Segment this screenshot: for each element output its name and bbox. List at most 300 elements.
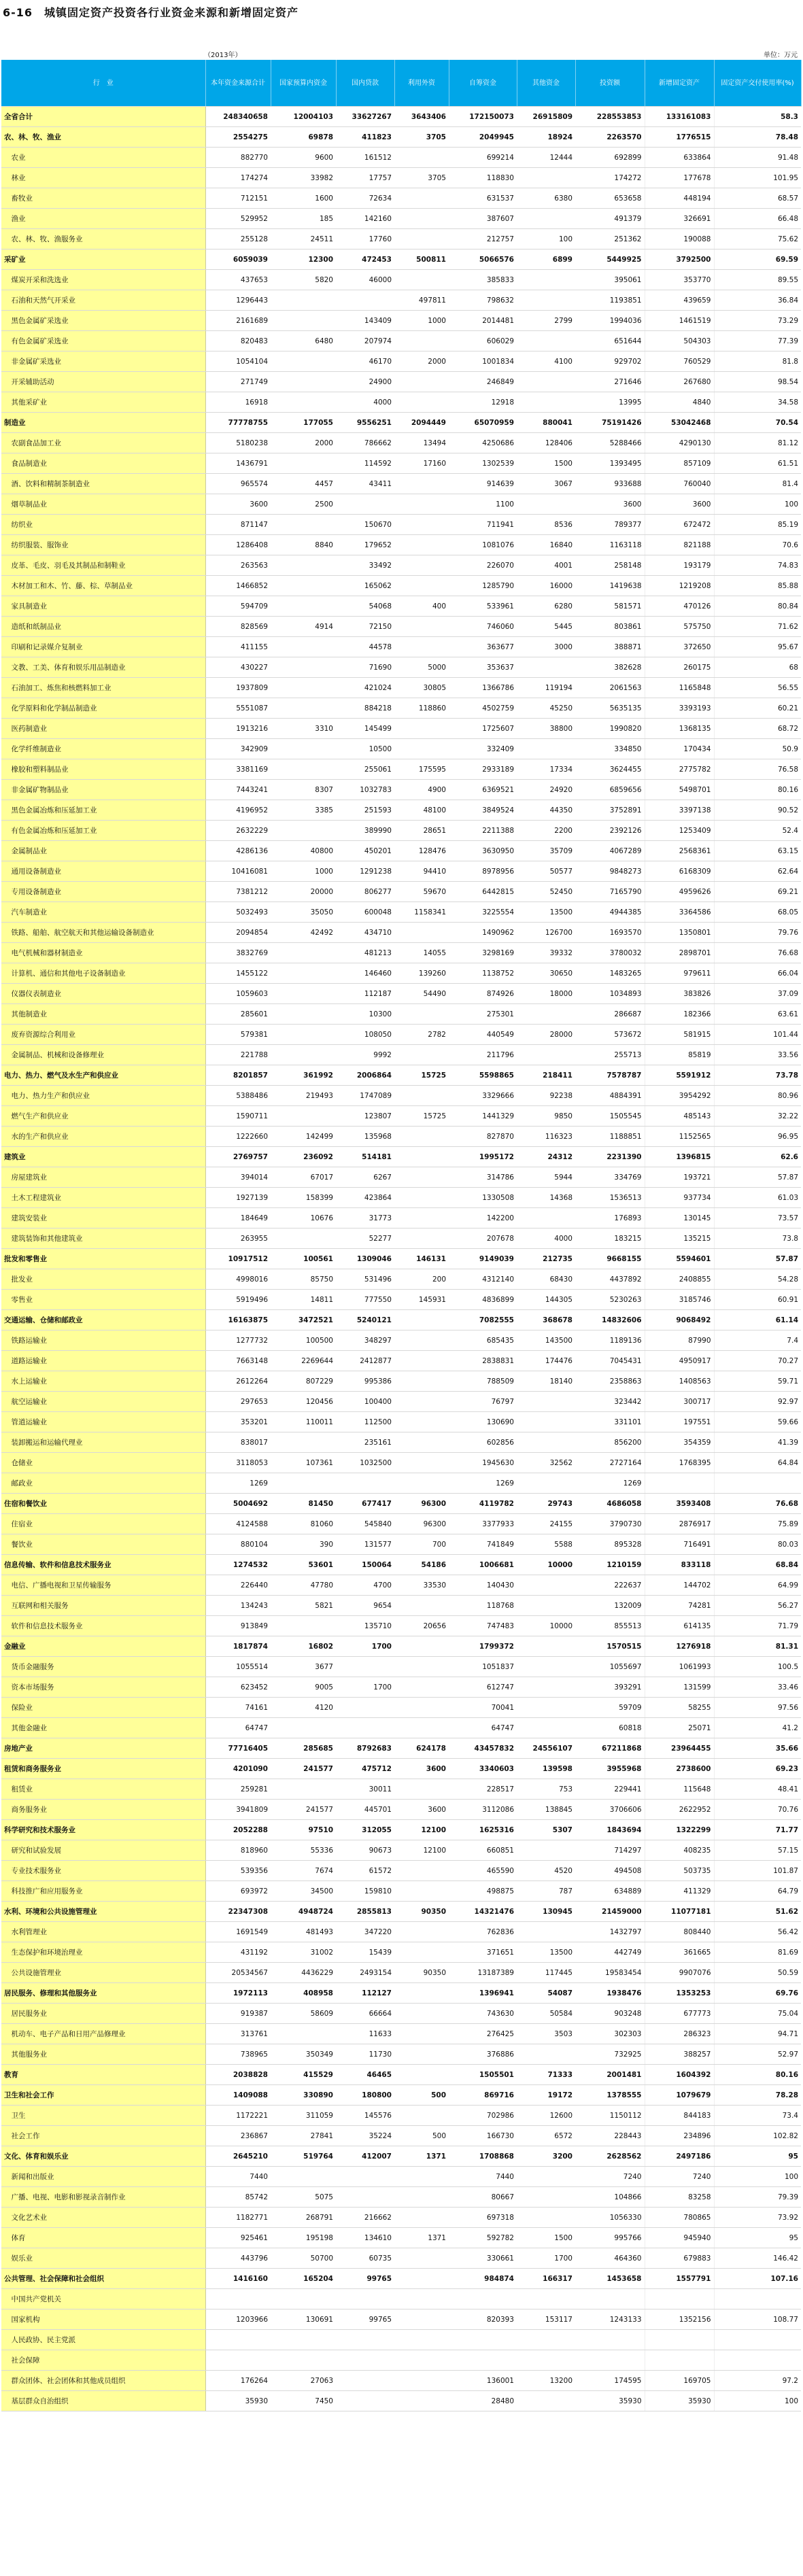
table-row [1, 1596, 801, 1616]
row-cell-value: 4250686 [449, 433, 517, 453]
row-industry-name: 木材加工和木、竹、藤、棕、草制品业 [1, 576, 205, 596]
row-cell-value: 1408563 [645, 1371, 714, 1392]
row-cell-value: 26915809 [517, 107, 575, 127]
row-cell-value [271, 351, 336, 372]
row-cell-value: 8536 [517, 515, 575, 535]
row-cell-value: 388871 [575, 637, 645, 657]
table-row [1, 1779, 801, 1800]
row-cell-value: 3225554 [449, 902, 517, 923]
row-cell-value: 4124588 [205, 1514, 271, 1534]
row-cell-value: 4120 [271, 1698, 336, 1718]
row-cell-value: 25071 [645, 1718, 714, 1738]
row-cell-value [271, 821, 336, 841]
row-cell-value: 1274532 [205, 1555, 271, 1575]
table-row [1, 719, 801, 739]
row-cell-value: 248340658 [205, 107, 271, 127]
row-cell-value: 11077181 [645, 1902, 714, 1922]
row-cell-value: 2497186 [645, 2146, 714, 2167]
row-cell-value: 382628 [575, 657, 645, 678]
row-cell-value: 9850 [517, 1106, 575, 1127]
row-cell-value: 14321476 [449, 1902, 517, 1922]
row-cell-value: 144305 [517, 1290, 575, 1310]
row-cell-value [394, 1412, 449, 1432]
row-cell-value: 1285790 [449, 576, 517, 596]
row-cell-value [394, 1392, 449, 1412]
row-cell-value: 3790730 [575, 1514, 645, 1534]
row-cell-value: 747483 [449, 1616, 517, 1636]
row-cell-value: 2000 [394, 351, 449, 372]
row-cell-value: 61.51 [714, 453, 801, 474]
row-cell-value: 9668155 [575, 1249, 645, 1269]
row-cell-value: 2628562 [575, 2146, 645, 2167]
row-cell-value: 218411 [517, 1065, 575, 1086]
row-cell-value [394, 719, 449, 739]
table-row [1, 1861, 801, 1881]
row-cell-value: 738965 [205, 2044, 271, 2065]
row-cell-value [394, 2167, 449, 2187]
row-cell-value: 9600 [271, 148, 336, 168]
row-industry-name: 文化、体育和娱乐业 [1, 2146, 205, 2167]
row-cell-value: 259281 [205, 1779, 271, 1800]
row-industry-name: 装卸搬运和运输代理业 [1, 1432, 205, 1453]
table-row [1, 290, 801, 311]
row-cell-value [394, 923, 449, 943]
row-cell-value: 302303 [575, 2024, 645, 2044]
row-cell-value: 62.6 [714, 1147, 801, 1167]
row-cell-value: 3377933 [449, 1514, 517, 1534]
row-cell-value [517, 1004, 575, 1025]
row-cell-value [517, 739, 575, 759]
row-cell-value: 1032783 [336, 780, 394, 800]
row-cell-value: 2038828 [205, 2065, 271, 2085]
row-cell-value: 787 [517, 1881, 575, 1902]
row-cell-value [336, 1657, 394, 1677]
table-row [1, 1759, 801, 1779]
row-cell-value: 1371 [394, 2146, 449, 2167]
row-cell-value: 1322299 [645, 1820, 714, 1840]
row-cell-value [271, 1718, 336, 1738]
table-row [1, 1840, 801, 1861]
row-cell-value: 2231390 [575, 1147, 645, 1167]
row-cell-value: 995766 [575, 2228, 645, 2248]
row-cell-value: 995386 [336, 1371, 394, 1392]
row-cell-value: 818960 [205, 1840, 271, 1861]
row-cell-value: 2408855 [645, 1269, 714, 1290]
row-cell-value: 24900 [336, 372, 394, 392]
row-cell-value: 14811 [271, 1290, 336, 1310]
row-cell-value: 128476 [394, 841, 449, 861]
row-cell-value: 2645210 [205, 2146, 271, 2167]
row-cell-value: 34500 [271, 1881, 336, 1902]
table-row [1, 861, 801, 882]
row-cell-value: 166730 [449, 2126, 517, 2146]
table-row [1, 2309, 801, 2330]
row-cell-value: 236867 [205, 2126, 271, 2146]
row-industry-name: 住宿业 [1, 1514, 205, 1534]
row-cell-value: 80.16 [714, 2065, 801, 2085]
row-cell-value: 101.44 [714, 1025, 801, 1045]
row-cell-value: 2855813 [336, 1902, 394, 1922]
row-cell-value: 9005 [271, 1677, 336, 1698]
row-cell-value: 12100 [394, 1820, 449, 1840]
row-cell-value: 142160 [336, 209, 394, 229]
row-industry-name: 社会保障 [1, 2350, 205, 2371]
table-row [1, 1249, 801, 1269]
row-cell-value: 807229 [271, 1371, 336, 1392]
row-cell-value: 3955968 [575, 1759, 645, 1779]
row-cell-value: 1203966 [205, 2309, 271, 2330]
table-row [1, 2208, 801, 2228]
table-row [1, 943, 801, 963]
row-cell-value [394, 229, 449, 250]
row-cell-value: 81450 [271, 1494, 336, 1514]
row-industry-name: 采矿业 [1, 250, 205, 270]
row-cell-value: 64.84 [714, 1453, 801, 1473]
row-industry-name: 化学原料和化学制品制造业 [1, 698, 205, 719]
row-cell-value: 1219208 [645, 576, 714, 596]
row-cell-value [271, 1229, 336, 1249]
row-cell-value: 59670 [394, 882, 449, 902]
row-cell-value: 200 [394, 1269, 449, 1290]
row-cell-value: 9848273 [575, 861, 645, 882]
row-cell-value: 71.62 [714, 617, 801, 637]
row-industry-name: 全省合计 [1, 107, 205, 127]
row-cell-value: 276425 [449, 2024, 517, 2044]
row-industry-name: 烟草制品业 [1, 494, 205, 515]
table-row [1, 229, 801, 250]
unit-label: 单位：万元 [764, 52, 798, 59]
row-cell-value [336, 2330, 394, 2350]
row-cell-value: 5288466 [575, 433, 645, 453]
row-cell-value: 13500 [517, 1942, 575, 1963]
row-cell-value: 323442 [575, 1392, 645, 1412]
row-cell-value: 12600 [517, 2106, 575, 2126]
table-row [1, 1902, 801, 1922]
row-cell-value: 228443 [575, 2126, 645, 2146]
row-cell-value: 1557791 [645, 2269, 714, 2289]
row-cell-value: 984874 [449, 2269, 517, 2289]
row-cell-value [271, 311, 336, 331]
row-cell-value: 421024 [336, 678, 394, 698]
row-cell-value: 838017 [205, 1432, 271, 1453]
row-cell-value: 211796 [449, 1045, 517, 1065]
row-cell-value: 33492 [336, 555, 394, 576]
row-cell-value: 431192 [205, 1942, 271, 1963]
row-industry-name: 交通运输、仓储和邮政业 [1, 1310, 205, 1330]
row-cell-value: 54490 [394, 984, 449, 1004]
row-cell-value: 4948724 [271, 1902, 336, 1922]
row-cell-value [517, 1677, 575, 1698]
row-cell-value: 140430 [449, 1575, 517, 1596]
row-cell-value [394, 1718, 449, 1738]
row-cell-value [714, 2350, 801, 2371]
row-cell-value [449, 2350, 517, 2371]
table-row [1, 311, 801, 331]
row-industry-name: 文化艺术业 [1, 2208, 205, 2228]
row-cell-value: 4686058 [575, 1494, 645, 1514]
table-row [1, 963, 801, 984]
row-cell-value: 869716 [449, 2085, 517, 2106]
row-cell-value: 234896 [645, 2126, 714, 2146]
row-cell-value: 226440 [205, 1575, 271, 1596]
row-cell-value: 788509 [449, 1371, 517, 1392]
row-cell-value: 69878 [271, 127, 336, 148]
row-cell-value: 2898701 [645, 943, 714, 963]
row-cell-value: 271749 [205, 372, 271, 392]
row-cell-value: 856200 [575, 1432, 645, 1453]
table-row [1, 188, 801, 209]
table-row [1, 1392, 801, 1412]
row-cell-value: 1972113 [205, 1983, 271, 2004]
table-row [1, 1963, 801, 1983]
row-cell-value: 6859656 [575, 780, 645, 800]
row-cell-value: 828569 [205, 617, 271, 637]
row-cell-value: 933688 [575, 474, 645, 494]
row-cell-value: 450201 [336, 841, 394, 861]
header-row [1, 60, 801, 107]
row-industry-name: 食品制造业 [1, 453, 205, 474]
row-cell-value: 1436791 [205, 453, 271, 474]
row-cell-value: 24312 [517, 1147, 575, 1167]
table-row [1, 494, 801, 515]
row-cell-value [394, 2350, 449, 2371]
row-industry-name: 科学研究和技术服务业 [1, 1820, 205, 1840]
row-cell-value: 481493 [271, 1922, 336, 1942]
table-row [1, 331, 801, 351]
row-industry-name: 房地产业 [1, 1738, 205, 1759]
row-cell-value: 54186 [394, 1555, 449, 1575]
row-cell-value: 16840 [517, 535, 575, 555]
row-cell-value: 112187 [336, 984, 394, 1004]
row-cell-value: 53601 [271, 1555, 336, 1575]
row-cell-value: 78.28 [714, 2085, 801, 2106]
table-row [1, 657, 801, 678]
row-cell-value: 2263570 [575, 127, 645, 148]
row-cell-value: 821188 [645, 535, 714, 555]
row-cell-value: 76.58 [714, 759, 801, 780]
table-row [1, 1147, 801, 1167]
row-cell-value: 1269 [205, 1473, 271, 1494]
table-row [1, 637, 801, 657]
row-cell-value: 13995 [575, 392, 645, 413]
row-cell-value: 354359 [645, 1432, 714, 1453]
col-header-state-budget: 国家预算内资金 [271, 60, 336, 107]
row-industry-name: 房屋建筑业 [1, 1167, 205, 1188]
row-cell-value: 101.95 [714, 168, 801, 188]
row-cell-value: 445701 [336, 1800, 394, 1820]
row-cell-value: 3630950 [449, 841, 517, 861]
row-cell-value: 268791 [271, 2208, 336, 2228]
row-cell-value: 857109 [645, 453, 714, 474]
col-header-other-funds: 其他资金 [517, 60, 575, 107]
row-cell-value: 90.52 [714, 800, 801, 821]
row-industry-name: 电气机械和器材制造业 [1, 943, 205, 963]
row-cell-value [394, 392, 449, 413]
row-cell-value [394, 1208, 449, 1229]
table-row [1, 2350, 801, 2371]
row-cell-value: 1994036 [575, 311, 645, 331]
row-industry-name: 其他制造业 [1, 1004, 205, 1025]
row-cell-value: 314786 [449, 1167, 517, 1188]
row-cell-value: 120456 [271, 1392, 336, 1412]
row-cell-value [517, 1840, 575, 1861]
row-industry-name: 农、林、牧、渔业 [1, 127, 205, 148]
row-industry-name: 租赁业 [1, 1779, 205, 1800]
row-cell-value: 5180238 [205, 433, 271, 453]
row-cell-value: 96300 [394, 1514, 449, 1534]
row-cell-value: 693972 [205, 1881, 271, 1902]
row-cell-value: 3340603 [449, 1759, 517, 1779]
row-cell-value [394, 1127, 449, 1147]
row-cell-value [517, 270, 575, 290]
row-cell-value: 275301 [449, 1004, 517, 1025]
row-cell-value [336, 290, 394, 311]
table-row [1, 1942, 801, 1963]
row-cell-value: 52.4 [714, 821, 801, 841]
row-cell-value: 267680 [645, 372, 714, 392]
row-industry-name: 公共管理、社会保障和社会组织 [1, 2269, 205, 2289]
row-cell-value: 17760 [336, 229, 394, 250]
row-cell-value: 207974 [336, 331, 394, 351]
row-cell-value: 100500 [271, 1330, 336, 1351]
row-cell-value: 4119782 [449, 1494, 517, 1514]
row-cell-value: 5307 [517, 1820, 575, 1840]
row-cell-value: 6369521 [449, 780, 517, 800]
row-cell-value: 63.61 [714, 1004, 801, 1025]
table-row [1, 576, 801, 596]
row-cell-value: 1995172 [449, 1147, 517, 1167]
row-cell-value: 69.76 [714, 1983, 801, 2004]
row-industry-name: 酒、饮料和精制茶制造业 [1, 474, 205, 494]
row-cell-value: 1500 [517, 453, 575, 474]
row-cell-value [517, 392, 575, 413]
table-row [1, 1453, 801, 1473]
col-header-industry: 行 业 [1, 60, 205, 107]
row-cell-value: 3185746 [645, 1290, 714, 1310]
row-cell-value: 64.99 [714, 1575, 801, 1596]
row-cell-value: 1165848 [645, 678, 714, 698]
row-cell-value: 6280 [517, 596, 575, 617]
row-cell-value: 387607 [449, 209, 517, 229]
row-cell-value: 5004692 [205, 1494, 271, 1514]
row-cell-value: 142200 [449, 1208, 517, 1229]
row-cell-value: 13187389 [449, 1963, 517, 1983]
table-row [1, 1800, 801, 1820]
row-cell-value [517, 1718, 575, 1738]
row-cell-value: 2738600 [645, 1759, 714, 1779]
row-cell-value: 115648 [645, 1779, 714, 1800]
row-cell-value: 1396815 [645, 1147, 714, 1167]
row-cell-value: 56.55 [714, 678, 801, 698]
row-cell-value [394, 1188, 449, 1208]
row-cell-value: 1158341 [394, 902, 449, 923]
row-cell-value: 126700 [517, 923, 575, 943]
row-industry-name: 国家机构 [1, 2309, 205, 2330]
row-cell-value: 81.31 [714, 1636, 801, 1657]
row-industry-name: 道路运输业 [1, 1351, 205, 1371]
row-cell-value: 442749 [575, 1942, 645, 1963]
row-cell-value: 14055 [394, 943, 449, 963]
row-cell-value [517, 1412, 575, 1432]
row-cell-value: 833118 [645, 1555, 714, 1575]
row-cell-value: 62.64 [714, 861, 801, 882]
row-cell-value: 12444 [517, 148, 575, 168]
row-cell-value [271, 678, 336, 698]
row-cell-value: 228553853 [575, 107, 645, 127]
row-cell-value [271, 515, 336, 535]
row-cell-value [714, 2330, 801, 2350]
row-cell-value: 2622952 [645, 1800, 714, 1820]
row-cell-value [517, 657, 575, 678]
row-cell-value: 330661 [449, 2248, 517, 2269]
row-cell-value: 2933189 [449, 759, 517, 780]
row-cell-value: 300717 [645, 1392, 714, 1412]
row-cell-value: 158399 [271, 1188, 336, 1208]
row-industry-name: 科技推广和应用服务业 [1, 1881, 205, 1902]
row-cell-value: 702986 [449, 2106, 517, 2126]
row-cell-value: 33.56 [714, 1045, 801, 1065]
row-cell-value: 697318 [449, 2208, 517, 2228]
row-cell-value: 1570515 [575, 1636, 645, 1657]
table-row [1, 821, 801, 841]
row-cell-value: 3329666 [449, 1086, 517, 1106]
row-cell-value [517, 1045, 575, 1065]
row-cell-value: 443796 [205, 2248, 271, 2269]
row-cell-value: 1277732 [205, 1330, 271, 1351]
row-cell-value: 97510 [271, 1820, 336, 1840]
row-cell-value: 3385 [271, 800, 336, 821]
row-cell-value: 472453 [336, 250, 394, 270]
row-cell-value: 8978956 [449, 861, 517, 882]
row-cell-value: 57.15 [714, 1840, 801, 1861]
row-cell-value: 353770 [645, 270, 714, 290]
row-cell-value: 6572 [517, 2126, 575, 2146]
row-cell-value: 72634 [336, 188, 394, 209]
row-cell-value [517, 2391, 575, 2411]
table-row [1, 780, 801, 800]
row-cell-value: 2006864 [336, 1065, 394, 1086]
row-cell-value: 70.27 [714, 1351, 801, 1371]
row-industry-name: 皮革、毛皮、羽毛及其制品和制鞋业 [1, 555, 205, 576]
row-cell-value: 48100 [394, 800, 449, 821]
row-cell-value: 68430 [517, 1269, 575, 1290]
row-cell-value [336, 2289, 394, 2309]
table-row [1, 2024, 801, 2044]
row-cell-value: 368678 [517, 1310, 575, 1330]
row-cell-value: 70.54 [714, 413, 801, 433]
row-cell-value: 913849 [205, 1616, 271, 1636]
row-cell-value [394, 331, 449, 351]
row-cell-value: 80667 [449, 2187, 517, 2208]
row-cell-value [394, 2187, 449, 2208]
row-cell-value: 107.16 [714, 2269, 801, 2289]
row-cell-value: 33530 [394, 1575, 449, 1596]
row-cell-value: 67211868 [575, 1738, 645, 1759]
row-cell-value: 874926 [449, 984, 517, 1004]
row-industry-name: 建筑装饰和其他建筑业 [1, 1229, 205, 1249]
row-industry-name: 水利管理业 [1, 1922, 205, 1942]
row-cell-value: 361665 [645, 1942, 714, 1963]
row-cell-value: 2612264 [205, 1371, 271, 1392]
row-cell-value: 2269644 [271, 1351, 336, 1371]
row-cell-value: 3600 [575, 494, 645, 515]
row-cell-value: 68.57 [714, 188, 801, 209]
row-cell-value: 677773 [645, 2004, 714, 2024]
table-row [1, 351, 801, 372]
row-industry-name: 土木工程建筑业 [1, 1188, 205, 1208]
row-cell-value: 31002 [271, 1942, 336, 1963]
row-industry-name: 生态保护和环境治理业 [1, 1942, 205, 1963]
